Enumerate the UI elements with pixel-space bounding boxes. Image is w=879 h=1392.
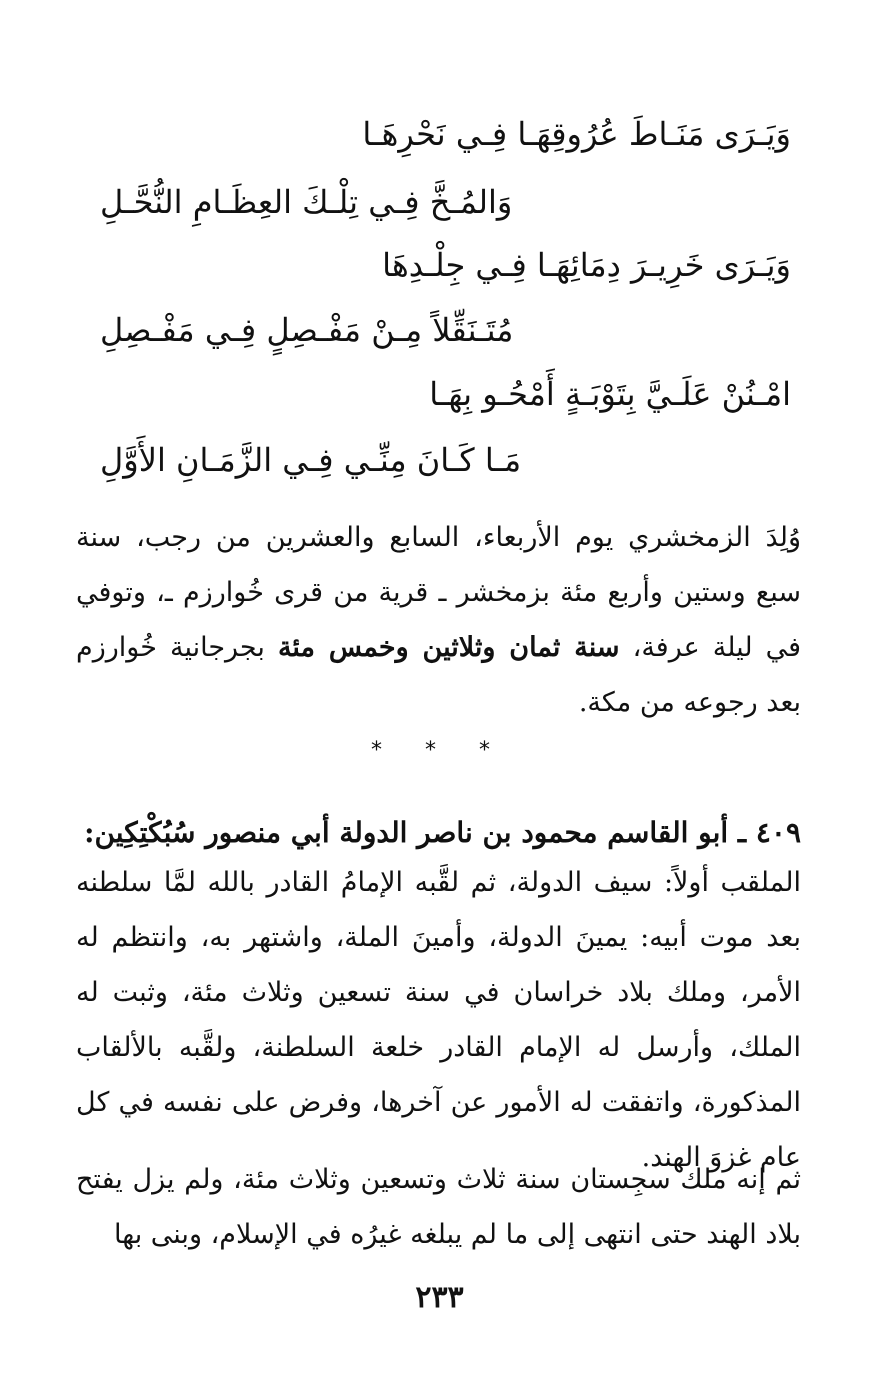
poem-verse-1: وَيَـرَى مَنَـاطَ عُرُوقِهَـا فِـي نَحْرِهَـا xyxy=(362,115,791,153)
entry-heading: ٤٠٩ ـ أبو القاسم محمود بن ناصر الدولة أبي منصور سُبُكْتِكِين: xyxy=(84,816,801,849)
poem-verse-6: مَـا كَـانَ مِنِّـي فِـي الزَّمَـانِ الأَوَّلِ xyxy=(100,441,522,479)
poem-verse-5: امْـنُنْ عَلَـيَّ بِتَوْبَـةٍ أَمْحُـو بِهَـا xyxy=(429,375,791,413)
entry-paragraph-1: الملقب أولاً: سيف الدولة، ثم لقَّبه الإمامُ القادر بالله لمَّا سلطنه بعد موت أبيه: يمينَ الدولة، وأمينَ الملة، واشتهر به، وانتظم له الأمر، وملك بلاد خراسان في سنة تسعين وثلاث مئة، وثبت له الملك، وأرسل له الإمام القادر خلعة السلطنة، ولقَّبه بالألقاب المذكورة، واتفقت له الأمور عن آخرها، وفرض على نفسه في كل عام غزوَ الهند. xyxy=(76,867,801,1173)
poem-verse-2: وَالمُـخَّ فِـي تِلْـكَ العِظَـامِ النُّحَّـلِ xyxy=(100,183,513,221)
poem-verse-3: وَيَـرَى خَرِيـرَ دِمَائِهَـا فِـي جِلْـدِهَا xyxy=(382,246,791,284)
page-number: ٢٣٣ xyxy=(415,1280,464,1315)
biography-paragraph xyxy=(76,510,801,730)
section-separator: * * * xyxy=(371,738,508,763)
bio-text-b: بجرجانية خُوارزم بعد رجوعه من مكة. xyxy=(76,632,801,718)
bio-death-date: سنة ثمان وثلاثين وخمس مئة xyxy=(277,632,620,663)
poem-verse-4: مُتَـنَقِّلاً مِـنْ مَفْـصِلٍ فِـي مَفْـصِلِ xyxy=(100,311,514,349)
bio-text-a: وُلِدَ الزمخشري يوم الأربعاء، السابع والعشرين من رجب، سنة سبع وستين وأربع مئة بزمخشر ـ قرية من قرى خُوارزم ـ، وتوفي في ليلة عرفة، xyxy=(76,522,802,663)
entry-paragraph-2: ثم إنه ملك سجِستان سنة ثلاث وتسعين وثلاث مئة، ولم يزل يفتح بلاد الهند حتى انتهى إلى ما لم يبلغه غيرُه في الإسلام، وبنى بها xyxy=(76,1164,801,1250)
